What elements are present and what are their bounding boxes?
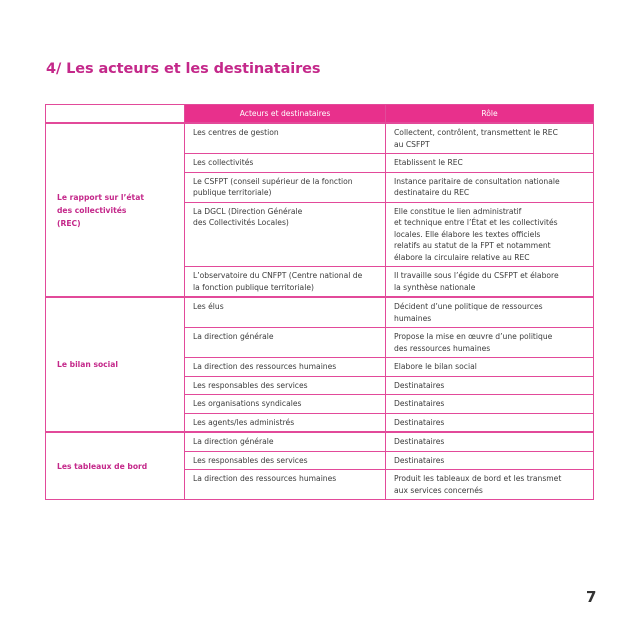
header-empty-cell [46, 105, 185, 124]
role-cell: Destinataires [386, 376, 594, 395]
role-cell: Décident d’une politique de ressources humaines [386, 297, 594, 328]
header-actors: Acteurs et destinataires [185, 105, 386, 124]
actor-cell: Les centres de gestion [185, 123, 386, 154]
role-cell: Destinataires [386, 395, 594, 414]
role-cell: Propose la mise en œuvre d’une politique des ressources humaines [386, 328, 594, 358]
group-label: Le rapport sur l’état des collectivités (REC) [46, 123, 185, 297]
actor-cell: La DGCL (Direction Générale des Collectivités Locales) [185, 202, 386, 267]
role-cell: Collectent, contrôlent, transmettent le REC au CSFPT [386, 123, 594, 154]
role-cell: Destinataires [386, 413, 594, 432]
role-cell: Destinataires [386, 432, 594, 451]
actor-cell: Les responsables des services [185, 376, 386, 395]
actor-cell: La direction générale [185, 328, 386, 358]
actor-cell: L’observatoire du CNFPT (Centre national de la fonction publique territoriale) [185, 267, 386, 298]
actor-cell: Les collectivités [185, 154, 386, 173]
actor-cell: La direction générale [185, 432, 386, 451]
role-cell: Il travaille sous l’égide du CSFPT et élabore la synthèse nationale [386, 267, 594, 298]
group-label: Le bilan social [46, 297, 185, 432]
section-heading: 4/ Les acteurs et les destinataires [46, 61, 321, 77]
role-cell: Produit les tableaux de bord et les transmet aux services concernés [386, 470, 594, 500]
actor-cell: Les responsables des services [185, 451, 386, 470]
role-cell: Etablissent le REC [386, 154, 594, 173]
page-number: 7 [586, 588, 597, 606]
role-cell: Instance paritaire de consultation nationale destinataire du REC [386, 172, 594, 202]
role-cell: Elabore le bilan social [386, 358, 594, 377]
actor-cell: Les élus [185, 297, 386, 328]
table-body [46, 123, 594, 500]
table-row [46, 123, 594, 154]
header-role: Rôle [386, 105, 594, 124]
group-label: Les tableaux de bord [46, 432, 185, 500]
roles-table [45, 104, 594, 500]
actor-cell: Les agents/les administrés [185, 413, 386, 432]
actor-cell: Les organisations syndicales [185, 395, 386, 414]
actor-cell: Le CSFPT (conseil supérieur de la fonction publique territoriale) [185, 172, 386, 202]
role-cell: Destinataires [386, 451, 594, 470]
table-row [46, 297, 594, 328]
table-header-row [46, 105, 594, 124]
actor-cell: La direction des ressources humaines [185, 358, 386, 377]
table-row [46, 432, 594, 451]
actor-cell: La direction des ressources humaines [185, 470, 386, 500]
role-cell: Elle constitue le lien administratif et technique entre l’État et les collectivités locales. Elle élabore les textes officiels relatifs au statut de la FPT et notamment élabore la circulaire relative au REC [386, 202, 594, 267]
